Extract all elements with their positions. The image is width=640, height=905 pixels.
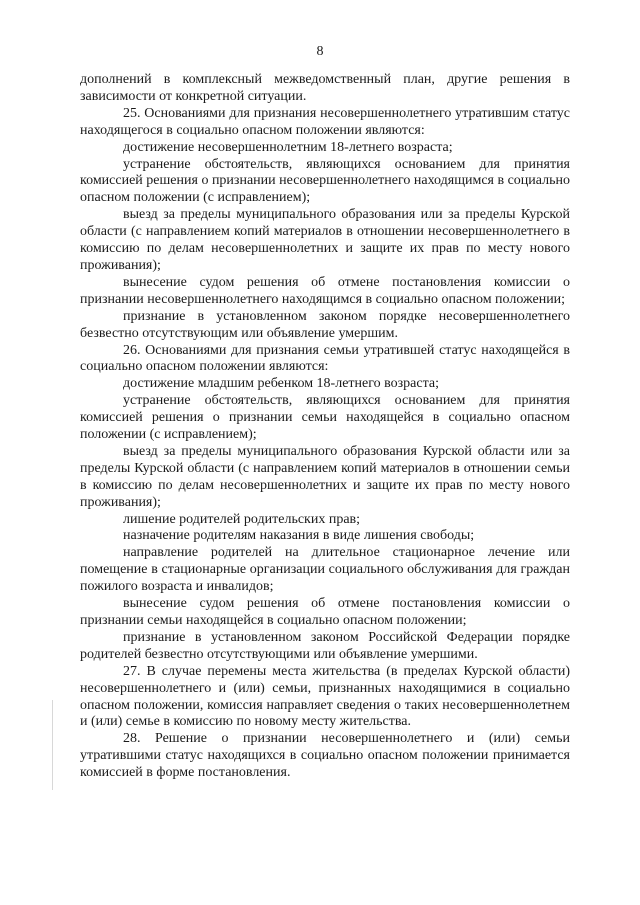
paragraph-list-item: вынесение судом решения об отмене постановления комиссии о признании несовершеннолетнего находящимся в социально опасном положении;	[80, 274, 570, 307]
document-body	[80, 72, 570, 782]
paragraph-list-item: лишение родителей родительских прав;	[123, 511, 361, 527]
paragraph-list-item: признание в установленном законом порядке несовершеннолетнего безвестно отсутствующим или объявление умершим.	[80, 308, 570, 341]
scan-margin-mark	[52, 700, 53, 790]
paragraph-item-25: 25. Основаниями для признания несовершеннолетнего утратившим статус находящегося в социально опасном положении являются:	[80, 105, 570, 138]
paragraph-list-item: выезд за пределы муниципального образования или за пределы Курской области (с направлением копий материалов в отношении несовершеннолетнего в комиссию по делам несовершеннолетних и защите их прав по месту нового проживания);	[80, 207, 570, 273]
paragraph-item-27: 27. В случае перемены места жительства (в пределах Курской области) несовершеннолетнего и (или) семьи, признанных находящимися в социально опасном положении, комиссия направляет сведения о таких несовершеннолетнем и (или) семье в комиссию по новому месту жительства.	[80, 663, 570, 730]
paragraph-list-item: достижение несовершеннолетним 18-летнего возраста;	[123, 139, 453, 155]
paragraph-list-item: достижение младшим ребенком 18-летнего возраста;	[123, 376, 439, 392]
paragraph-list-item: назначение родителям наказания в виде лишения свободы;	[123, 528, 475, 544]
paragraph-continuation: дополнений в комплексный межведомственный план, другие решения в зависимости от конкретной ситуации.	[80, 72, 570, 104]
paragraph-list-item: признание в установленном законом Российской Федерации порядке родителей безвестно отсутствующими или объявление умершими.	[80, 629, 570, 662]
paragraph-list-item: выезд за пределы муниципального образования Курской области или за пределы Курской области (с направлением копий материалов в отношении семьи в комиссию по делам несовершеннолетних и защите их прав по месту нового проживания);	[80, 443, 570, 510]
paragraph-list-item: устранение обстоятельств, являющихся основанием для принятия комиссией решения о признании семьи находящейся в социально опасном положении (с исправлением);	[80, 393, 570, 443]
paragraph-list-item: вынесение судом решения об отмене постановления комиссии о признании семьи находящейся в социально опасном положении;	[80, 596, 570, 628]
paragraph-item-26: 26. Основаниями для признания семьи утратившей статус находящейся в социально опасном положении являются:	[80, 342, 570, 375]
page-number: 8	[316, 44, 324, 59]
paragraph-list-item: направление родителей на длительное стационарное лечение или помещение в стационарные организации социального обслуживания для граждан пожилого возраста и инвалидов;	[80, 545, 570, 595]
paragraph-item-28: 28. Решение о признании несовершеннолетнего и (или) семьи утратившими статус находящихся в социально опасном положении принимается комиссией в форме постановления.	[80, 731, 570, 781]
paragraph-list-item: устранение обстоятельств, являющихся основанием для принятия комиссией решения о признании несовершеннолетнего находящимся в социально опасном положении (с исправлением);	[80, 156, 570, 206]
